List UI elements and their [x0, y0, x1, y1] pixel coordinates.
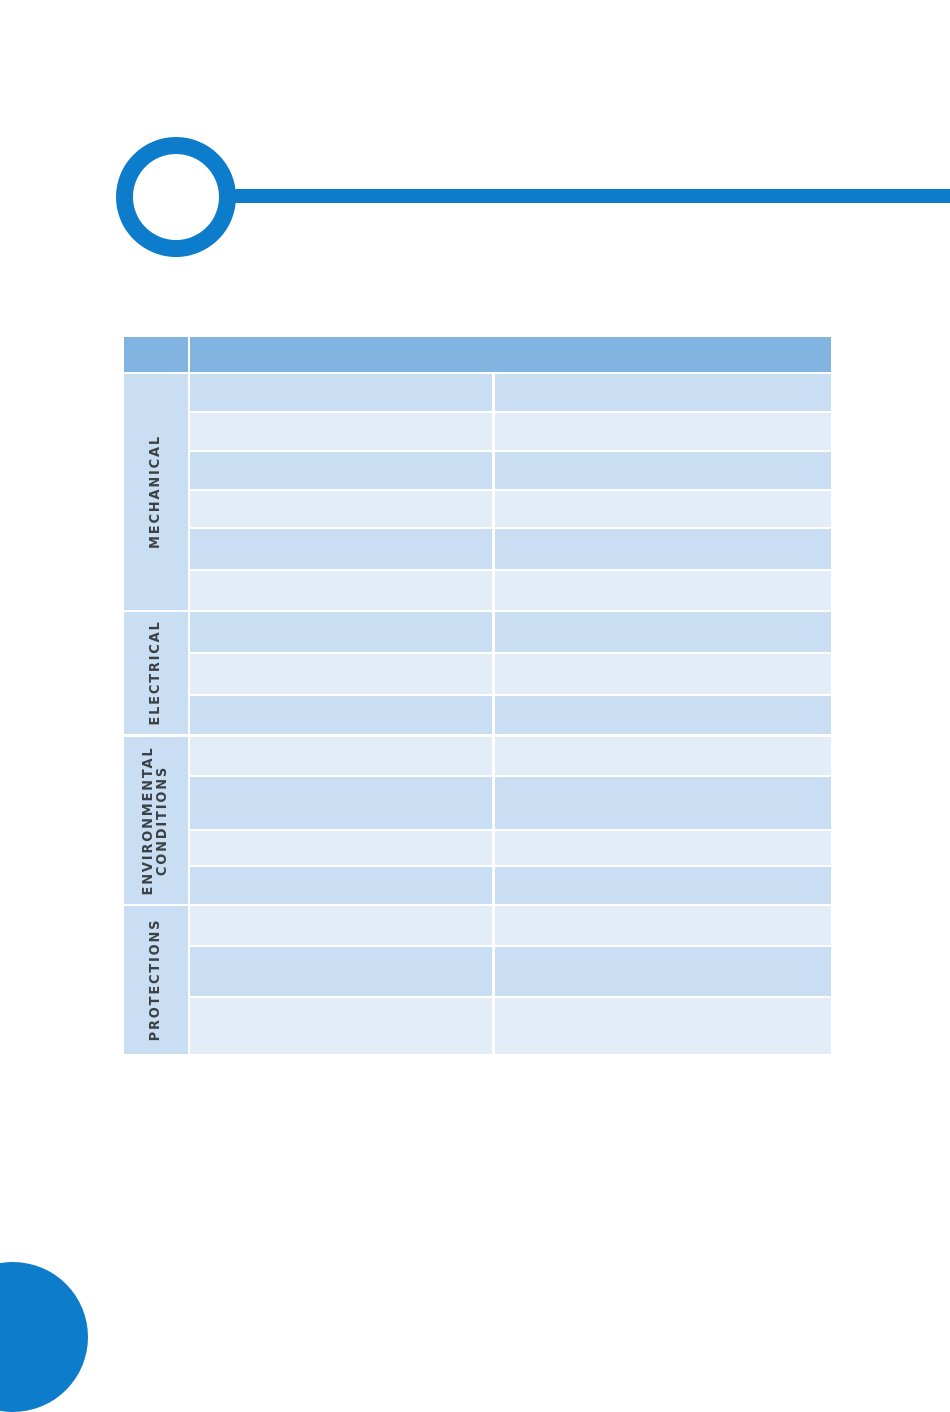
table-cell — [190, 831, 492, 865]
table-cell — [495, 737, 831, 775]
table-cell — [495, 654, 831, 694]
table-cell — [495, 612, 831, 652]
table-cell — [495, 491, 831, 527]
table-header-title-cell — [190, 337, 831, 372]
table-cell — [190, 998, 492, 1054]
table-cell — [495, 998, 831, 1054]
table-cell — [495, 452, 831, 489]
table-cell — [190, 452, 492, 489]
table-cell — [190, 777, 492, 829]
table-cell — [190, 947, 492, 996]
table-cell — [190, 696, 492, 734]
table-cell — [495, 374, 831, 411]
group-label-protections: PROTECTIONS — [148, 918, 163, 1042]
table-cell — [495, 413, 831, 450]
table-cell — [495, 831, 831, 865]
table-cell — [190, 374, 492, 411]
section-title-rule — [231, 189, 950, 203]
table-cell — [495, 947, 831, 996]
table-cell — [190, 906, 492, 945]
section-number-ring — [116, 137, 236, 257]
table-cell — [190, 737, 492, 775]
corner-decoration — [0, 1262, 88, 1412]
table-cell — [495, 777, 831, 829]
table-cell — [495, 571, 831, 610]
table-cell — [190, 654, 492, 694]
group-label-environmental-conditions: ENVIRONMENTAL CONDITIONS — [141, 746, 170, 895]
table-cell — [495, 696, 831, 734]
group-protections — [124, 906, 188, 1054]
table-header-group-cell — [124, 337, 188, 372]
table-cell — [190, 571, 492, 610]
table-cell — [495, 906, 831, 945]
group-mechanical — [124, 374, 188, 610]
group-label-mechanical: MECHANICAL — [148, 435, 163, 549]
group-electrical — [124, 612, 188, 734]
group-environmental-conditions — [124, 737, 188, 904]
table-cell — [190, 491, 492, 527]
table-cell — [495, 529, 831, 569]
table-cell — [190, 612, 492, 652]
group-label-electrical: ELECTRICAL — [148, 620, 163, 726]
table-cell — [190, 529, 492, 569]
table-cell — [190, 867, 492, 904]
table-cell — [495, 867, 831, 904]
table-cell — [190, 413, 492, 450]
